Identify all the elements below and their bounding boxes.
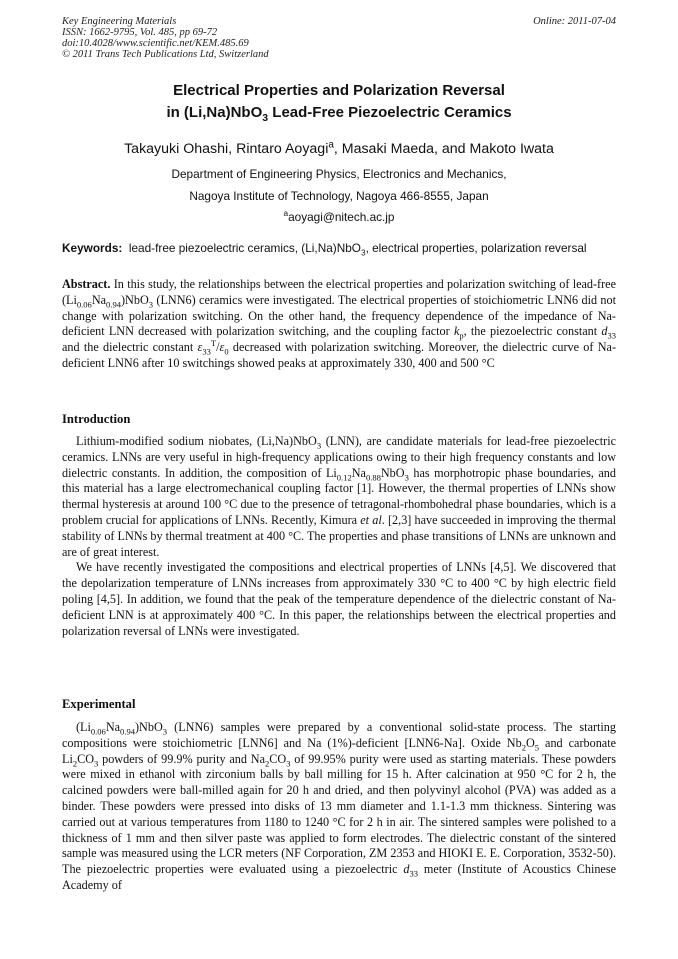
online-date: Online: 2011-07-04	[533, 16, 616, 27]
copyright-line: © 2011 Trans Tech Publications Ltd, Switzerland	[62, 49, 269, 60]
affiliation	[62, 164, 616, 229]
experimental-body	[62, 720, 616, 894]
author-email: $^a$aoyagi@nitech.ac.jp	[283, 209, 395, 224]
journal-name: Key Engineering Materials	[62, 16, 177, 27]
experimental-paragraph-1: $(Li_{0.06}Na_{0.94})NbO_3$ (LNN6) samples were prepared by a conventional solid-state process. The starting compositions were stoichiometric [LNN6] and Na (1%)-deficient [LNN6-Na]. Oxide $Nb_2O_5$ and carbonate $Li_2CO_3$ powders of 99.9% purity and $Na_2CO_3$ of 99.95% purity were used as starting materials. These powders were mixed in ethanol with zirconium balls by ball milling for 15 h. After calcination at 950 °C for 2 h, the calcined powders were ball-milled again for 20 h and dried, and then polyvinyl alcohol (PVA) was added as a binder. These powders were pressed into disks of 13 mm diameter and 1.1-1.3 mm thickness. Sintering was carried out at various temperatures from 1180 to 1240 °C for 2 h in air. The sintered samples were polished to a thickness of 1 mm and then silver paste was applied to form electrodes. The dielectric constant of the sintered sample was measured using the LCR meters (NF Corporation, ZM 2353 and HIOKI E. E. Corporation, 3532-50). The piezoelectric properties were evaluated using a piezoelectric $d_{33}$ meter (Institute of Acoustics Chinese Academy of	[62, 720, 616, 892]
introduction-heading: Introduction	[62, 412, 131, 426]
abstract: Abstract. In this study, the relationships between the electrical properties and polarization switching of lead-free $(Li_{0.06}Na_{0.94})NbO_3$ (LNN6) ceramics were investigated. The electrical properties of stoichiometric LNN6 did not change with polarization switching. On the other hand, the frequency dependence of the impedance of Na-deficient LNN decreased with polarization switching, and the coupling factor $k_p$, the piezoelectric constant $d_{33}$ and the dielectric constant $\varepsilon_{33}^T/\varepsilon_0$ decreased with polarization switching. Moreover, the dielectric curve of Na-deficient LNN6 after 10 switchings showed peaks at approximately 330, 400 and 500 °C	[62, 277, 617, 370]
affiliation-line-1: Department of Engineering Physics, Electronics and Mechanics,	[171, 167, 507, 181]
keywords-label: Keywords:	[62, 241, 123, 255]
introduction-paragraph-1: Lithium-modified sodium niobates, (Li,Na)NbO$_3$ (LNN), are candidate materials for lead-free piezoelectric ceramics. LNNs are very useful in high-frequency applications owing to their high frequency constants and low dielectric constants. In addition, the composition of $Li_{0.12}Na_{0.88}NbO_3$ has morphotropic phase boundaries, and this material has a large electromechanical coupling factor [1]. However, the thermal properties of LNNs show thermal hysteresis at around 100 °C due to the presence of tetragonal-rhombohedral phase boundaries, which is a problem crucial for applications of LNNs. Recently, Kimura et al. [2,3] have succeeded in improving the thermal stability of LNNs by thermal treatment at 400 °C. The properties and phase transitions of LNNs are unknown and are of great interest.	[62, 434, 616, 559]
issn-line: ISSN: 1662-9795, Vol. 485, pp 69-72	[62, 27, 218, 38]
affiliation-line-2: Nagoya Institute of Technology, Nagoya 466-8555, Japan	[189, 188, 489, 203]
abstract-label: Abstract.	[62, 277, 111, 291]
journal-header	[62, 16, 616, 60]
introduction-paragraph-2: We have recently investigated the compositions and electrical properties of LNNs [4,5]. We discovered that the depolarization temperature of LNNs increases from approximately 330 °C to 400 °C by high electric field poling [4,5]. In addition, we found that the peak of the temperature dependence of the dielectric constant of Na-deficient LNN is at approximately 400 °C. In this paper, the relationships between the electrical properties and polarization reversal of LNNs were investigated.	[62, 560, 616, 638]
author-list: Takayuki Ohashi, Rintaro Aoyagi$^a$, Masaki Maeda, and Makoto Iwata	[124, 139, 554, 157]
title-line-2: in (Li,Na)NbO$_3$ Lead-Free Piezoelectric Ceramics	[166, 104, 512, 124]
title-line-1: Electrical Properties and Polarization Reversal	[173, 82, 505, 99]
keywords: Keywords: lead-free piezoelectric ceramics, (Li,Na)NbO$_3$, electrical properties, polarization reversal	[62, 241, 587, 258]
experimental-heading: Experimental	[62, 697, 136, 711]
introduction-body	[62, 434, 616, 639]
doi-line: doi:10.4028/www.scientific.net/KEM.485.69	[62, 38, 249, 49]
paper-title	[62, 80, 616, 124]
